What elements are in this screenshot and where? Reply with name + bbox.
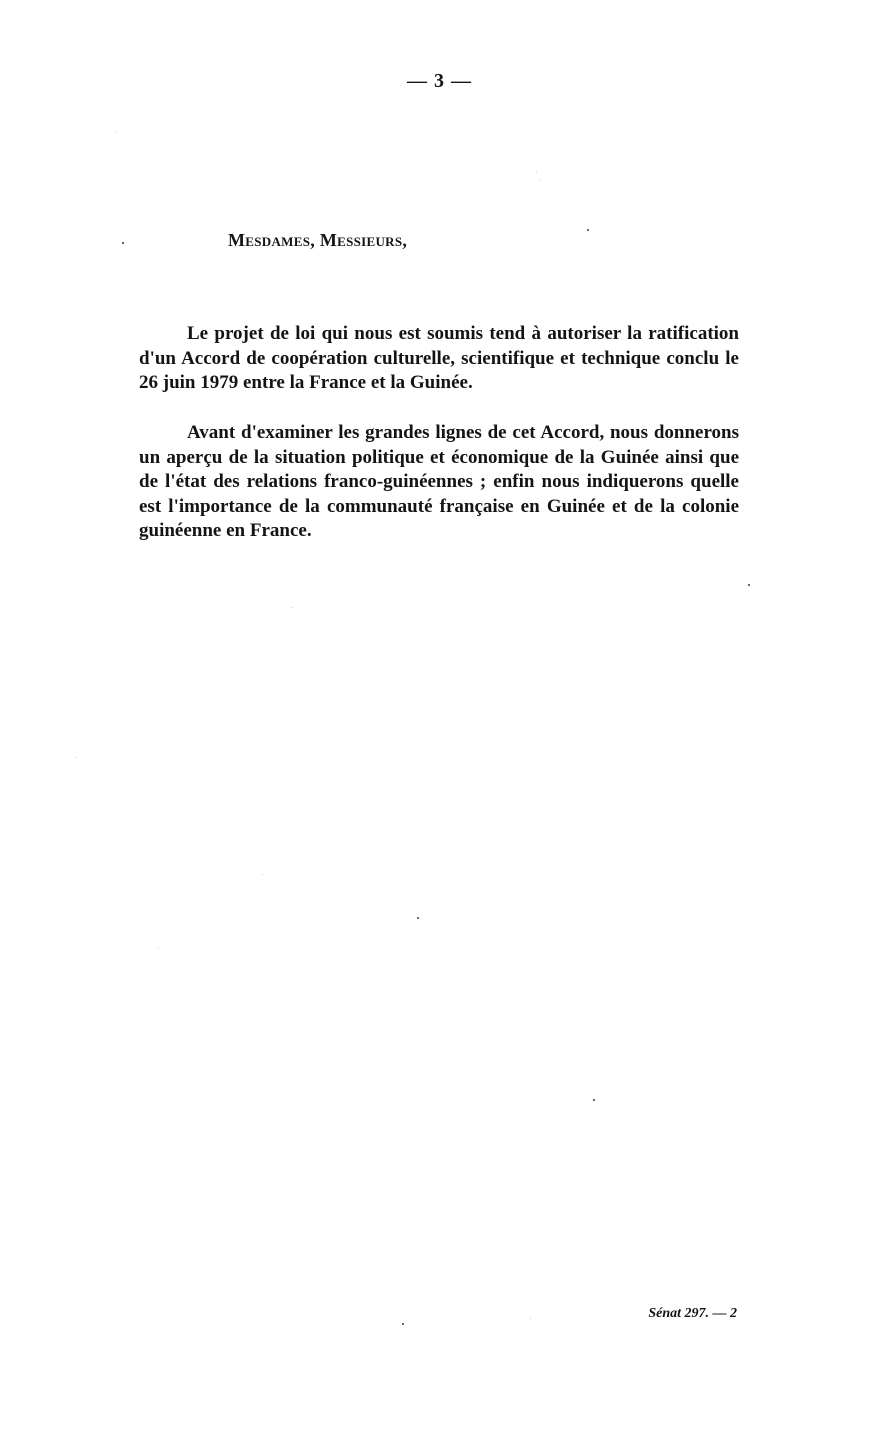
scan-speck xyxy=(593,1099,595,1101)
salutation: Mesdames, Messieurs, xyxy=(228,230,408,250)
scan-speck xyxy=(587,229,589,231)
scan-speck xyxy=(536,172,537,173)
scan-speck xyxy=(122,242,124,244)
scan-speck xyxy=(402,1323,404,1325)
footer-reference: Sénat 297. — 2 xyxy=(648,1306,737,1321)
scan-speck xyxy=(262,874,263,875)
scan-speck xyxy=(292,607,293,608)
scan-speck xyxy=(158,948,159,949)
page-number: — 3 — xyxy=(407,70,472,92)
scan-speck xyxy=(115,132,116,133)
scan-speck xyxy=(75,757,76,758)
scan-speck xyxy=(748,584,750,586)
scan-speck xyxy=(540,180,541,181)
scan-speck xyxy=(417,917,419,919)
paragraph-intro: Le projet de loi qui nous est soumis tend à autoriser la ratification d'un Accord de coopération culturelle, scientifique et technique conclu le 26 juin 1979 entre la France et la Guinée. xyxy=(139,323,739,393)
scan-speck xyxy=(530,1318,531,1319)
paragraph-outline: Avant d'examiner les grandes lignes de cet Accord, nous donnerons un aperçu de la situation politique et économique de la Guinée ainsi que de l'état des relations franco-guinéennes ; enfin nous indiquerons quelle est l'importance de la communauté française en Guinée et de la colonie guinéenne en France. xyxy=(139,422,739,541)
